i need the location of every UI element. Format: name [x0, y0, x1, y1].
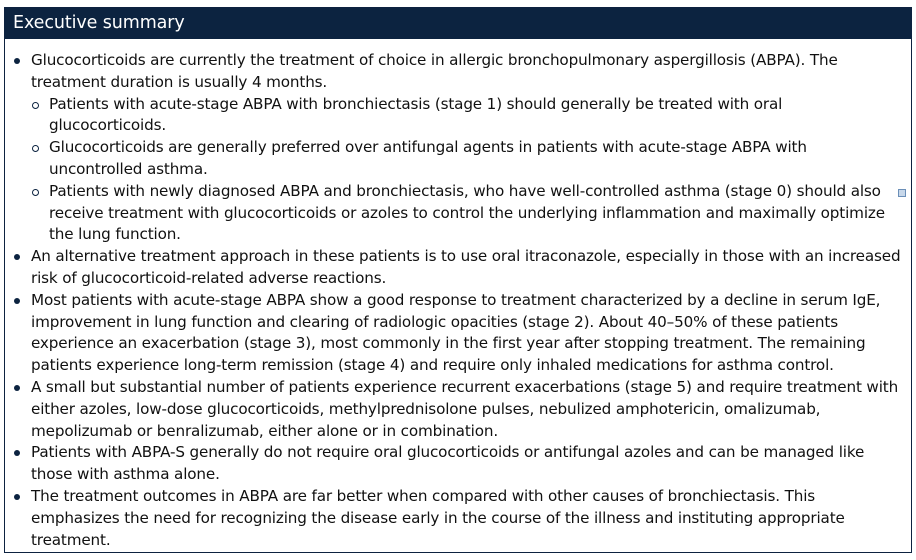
summary-title: Executive summary	[13, 13, 185, 33]
bullet-dot-icon	[14, 385, 20, 391]
hollow-bullet-icon	[32, 189, 39, 196]
bullet-text: Patients with ABPA-S generally do not require oral glucocorticoids or antifungal azoles and can be managed like those with asthma alone.	[31, 443, 865, 484]
bullet-dot-icon	[14, 494, 20, 500]
executive-summary-box	[4, 7, 912, 553]
bullet-text: The treatment outcomes in ABPA are far better when compared with other causes of bronchiectasis. This emphasizes the need for recognizing the disease early in the course of the illness and instituting appropriate treatment.	[31, 486, 845, 549]
bullet-point	[13, 442, 903, 486]
bullet-text: An alternative treatment approach in these patients is to use oral itraconazole, especially in those with an increased risk of glucocorticoid-related adverse reactions.	[31, 247, 901, 287]
bullet-dot-icon	[14, 298, 20, 304]
sub-bullet-point	[31, 181, 903, 246]
bullet-list	[13, 50, 903, 551]
hollow-bullet-icon	[32, 145, 39, 152]
bullet-dot-icon	[14, 58, 20, 64]
sub-bullet-text: Patients with acute-stage ABPA with bronchiectasis (stage 1) should generally be treated with oral glucocorticoids.	[49, 94, 783, 135]
hollow-bullet-icon	[32, 102, 39, 109]
sub-bullet-text: Glucocorticoids are generally preferred over antifungal agents in patients with acute-stage ABPA with uncontrolled asthma.	[49, 138, 807, 178]
bullet-point	[13, 290, 903, 377]
bullet-text: Glucocorticoids are currently the treatment of choice in allergic bronchopulmonary aspergillosis (ABPA). The treatment duration is usually 4 months.	[31, 51, 838, 91]
bullet-text: Most patients with acute-stage ABPA show a good response to treatment characterized by a decline in serum IgE, improvement in lung function and clearing of radiologic opacities (stage 2). About 40–50% of these patients experience an exacerbation (stage 3), most commonly in the first year after stopping treatment. The remaining patients experience long-term remission (stage 4) and require only inhaled medications for asthma control.	[31, 290, 881, 375]
summary-header	[5, 8, 911, 39]
sub-bullet-list	[31, 94, 903, 247]
bullet-dot-icon	[14, 450, 20, 456]
bullet-point	[13, 246, 903, 290]
sub-bullet-point	[31, 137, 903, 181]
bullet-point	[13, 486, 903, 551]
bullet-text: A small but substantial number of patients experience recurrent exacerbations (stage 5) and require treatment with either azoles, low-dose glucocorticoids, methylprednisolone pulses, nebulized amphotericin, omalizumab, mepolizumab or benralizumab, either alone or in combination.	[31, 377, 899, 440]
annotation-marker-icon[interactable]	[898, 189, 906, 197]
sub-bullet-text: Patients with newly diagnosed ABPA and bronchiectasis, who have well-controlled asthma (stage 0) should also receive treatment with glucocorticoids or azoles to control the underlying inflammation and maximally optimize the lung function.	[49, 181, 885, 244]
bullet-point	[13, 377, 903, 442]
summary-content	[5, 39, 911, 551]
bullet-point	[13, 50, 903, 246]
sub-bullet-point	[31, 94, 903, 138]
bullet-dot-icon	[14, 254, 20, 260]
